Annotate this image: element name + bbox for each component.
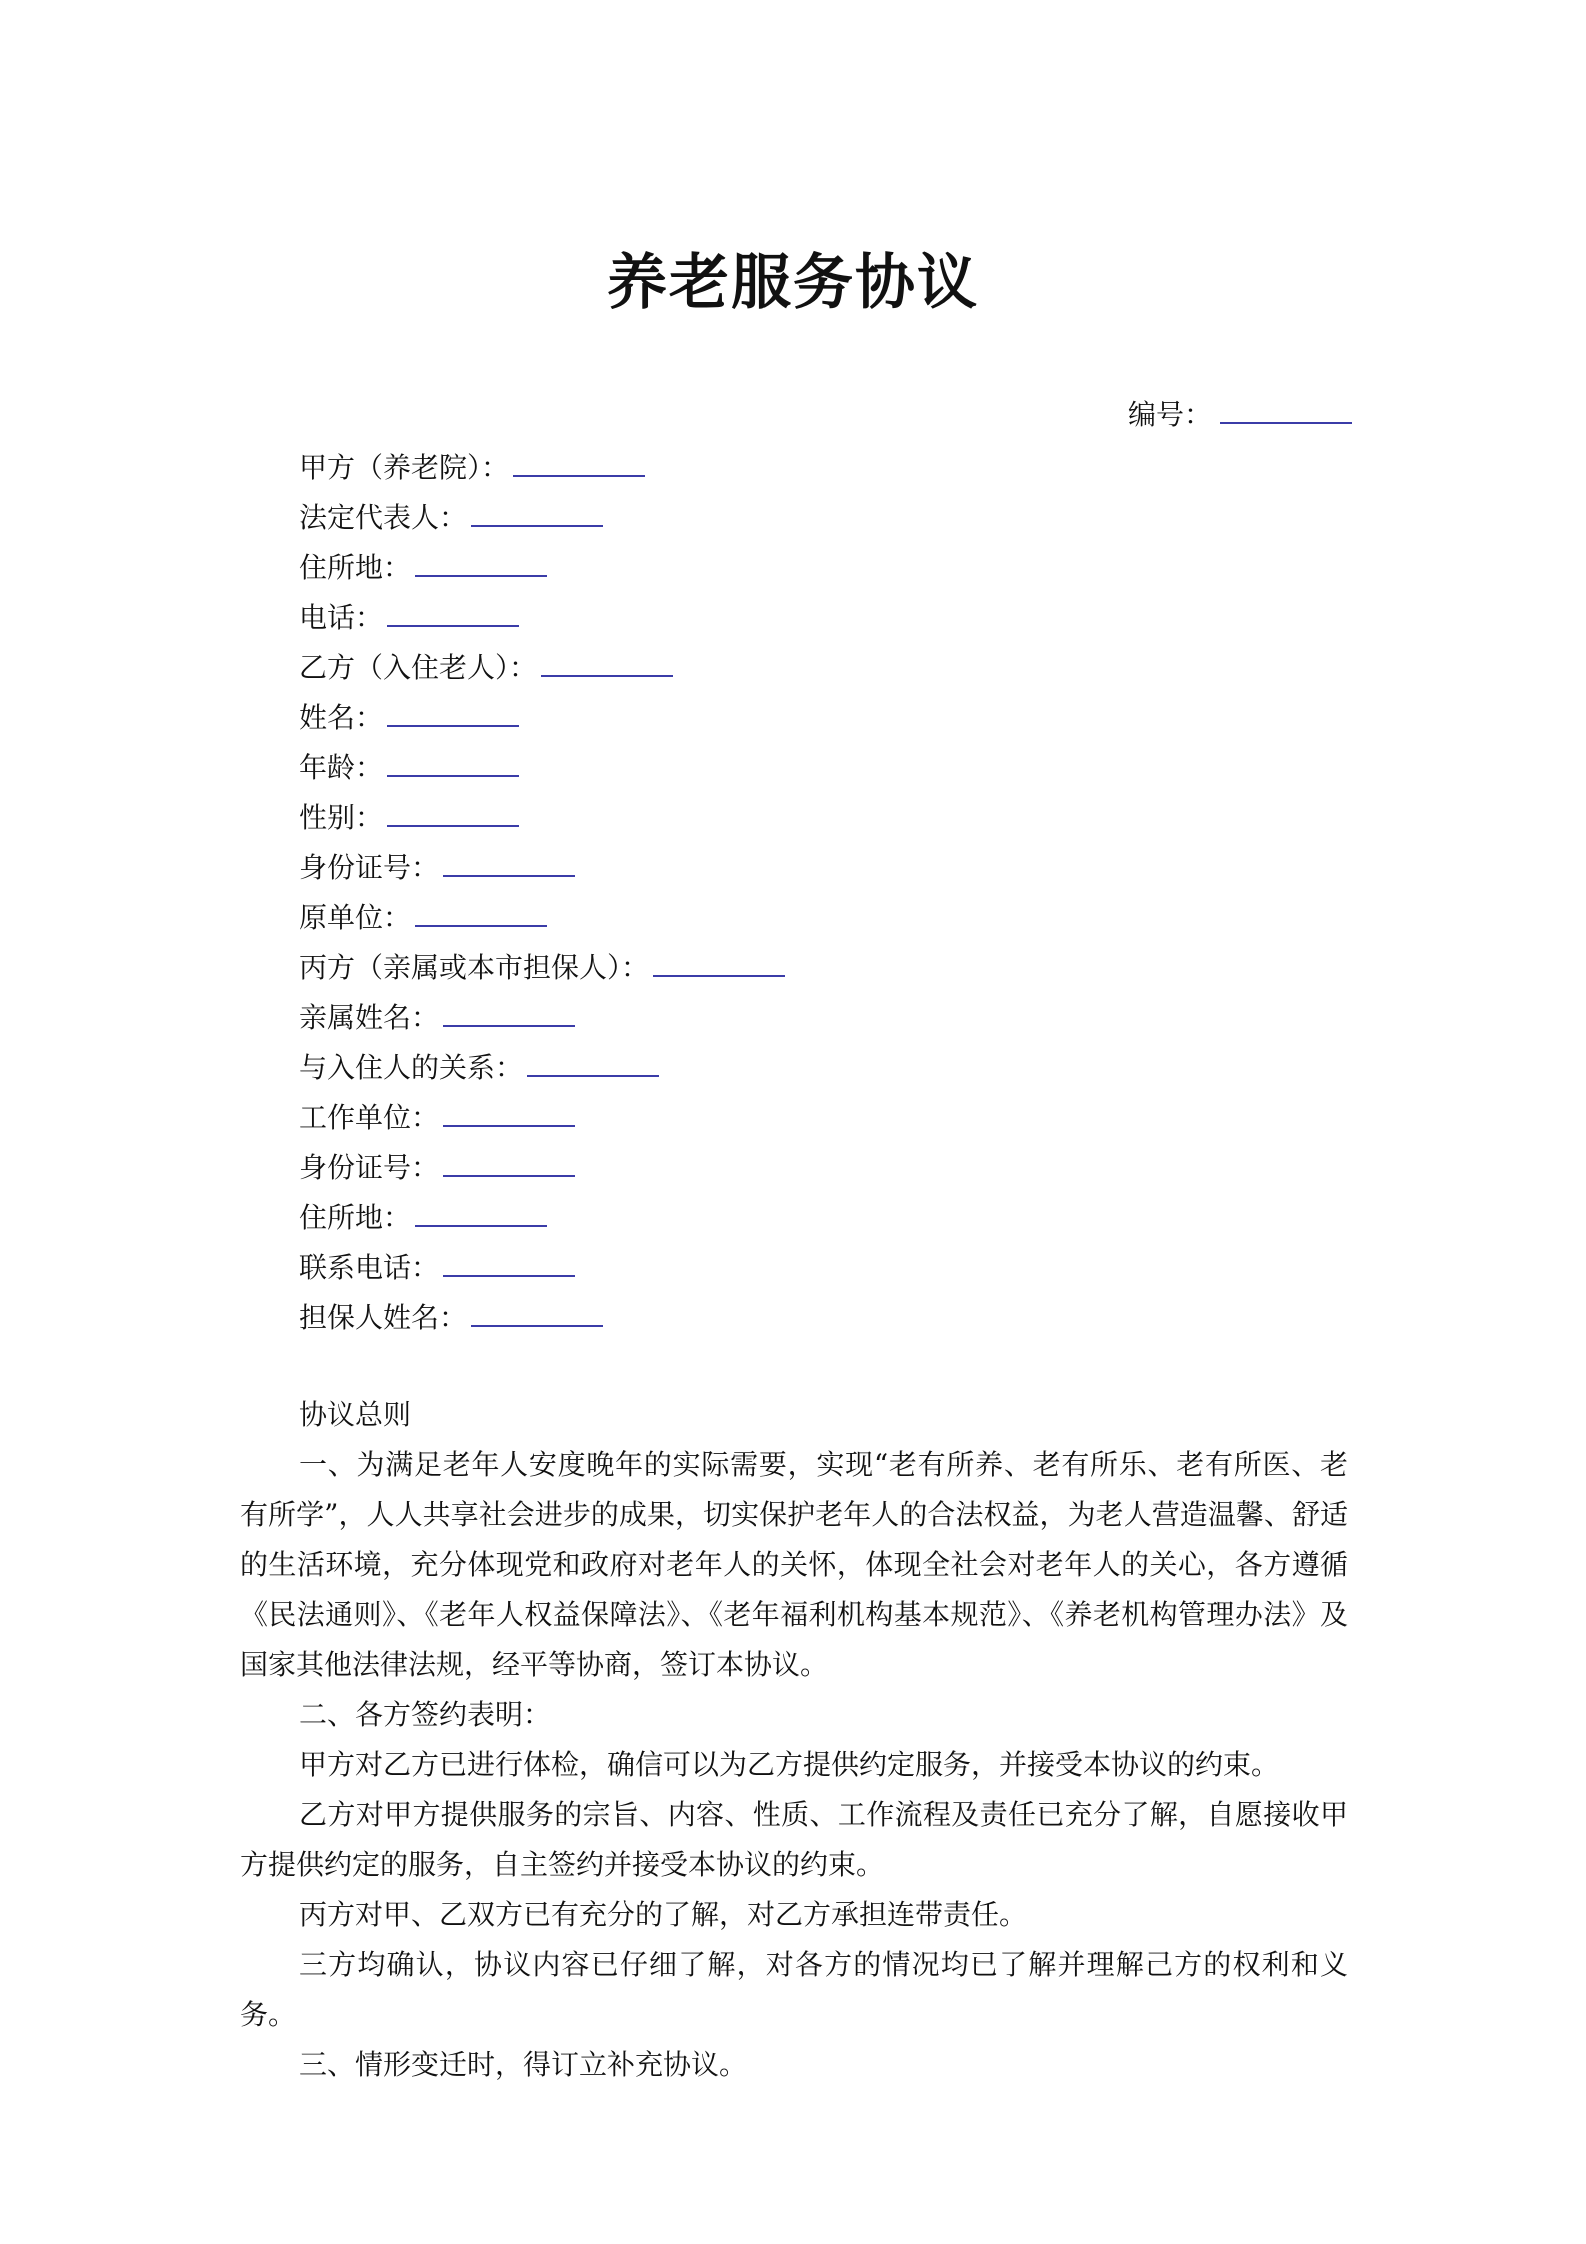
serial-blank[interactable] [1220,392,1352,424]
field-phone-a [299,593,1349,643]
field-blank[interactable] [471,495,603,527]
field-label: 丙方（亲属或本市担保人）： [299,951,650,984]
field-blank[interactable] [415,895,547,927]
field-party-a [299,443,1349,493]
field-label: 与入住人的关系： [299,1051,524,1084]
paragraph-7: 三、情形变迁时，得订立补充协议。 [299,2048,748,2081]
field-blank[interactable] [471,1295,603,1327]
field-label: 年龄： [299,751,384,784]
field-label: 乙方（入住老人）： [299,651,538,684]
paragraph-1: 一、为满足老年人安度晚年的实际需要，实现“老有所养、老有所乐、老有所医、老有所学”，人人共享社会进步的成果，切实保护老年人的合法权益，为老人营造温馨、舒适的生活环境，充分体现党和政府对老年人的关怀，体现全社会对老年人的关心，各方遵循《民法通则》、《老年人权益保障法》、《老年福利机构基本规范》、《养老机构管理办法》及国家其他法律法规，经平等协商，签订本协议。 [240,1448,1348,1681]
party-fields [299,443,1349,1343]
field-workplace [299,1093,1349,1143]
field-blank[interactable] [387,695,519,727]
field-blank[interactable] [513,445,645,477]
field-relative-name [299,993,1349,1043]
field-blank[interactable] [443,1095,575,1127]
field-guarantor-name [299,1293,1349,1343]
field-id-number-b [299,843,1349,893]
field-label: 担保人姓名： [299,1301,468,1334]
field-blank[interactable] [527,1045,659,1077]
field-gender [299,793,1349,843]
field-label: 甲方（养老院）： [299,451,510,484]
field-blank[interactable] [653,945,785,977]
field-label: 电话： [299,601,384,634]
field-label: 亲属姓名： [299,1001,440,1034]
field-blank[interactable] [387,745,519,777]
paragraph-4: 乙方对甲方提供服务的宗旨、内容、性质、工作流程及责任已充分了解，自愿接收甲方提供约定的服务，自主签约并接受本协议的约束。 [240,1798,1348,1881]
field-name [299,693,1349,743]
field-label: 性别： [299,801,384,834]
field-blank[interactable] [443,845,575,877]
paragraph-2: 二、各方签约表明： [299,1698,552,1731]
field-blank[interactable] [387,595,519,627]
field-blank[interactable] [415,545,547,577]
field-blank[interactable] [387,795,519,827]
field-address-c [299,1193,1349,1243]
field-former-employer [299,893,1349,943]
field-address-a [299,543,1349,593]
field-age [299,743,1349,793]
field-blank[interactable] [443,995,575,1027]
field-label: 身份证号： [299,851,440,884]
field-party-b [299,643,1349,693]
field-blank[interactable] [443,1145,575,1177]
serial-label: 编号： [1127,398,1212,431]
field-relationship [299,1043,1349,1093]
field-label: 法定代表人： [299,501,468,534]
paragraph-6: 三方均确认，协议内容已仔细了解，对各方的情况均已了解并理解己方的权利和义务。 [240,1948,1348,2031]
field-blank[interactable] [443,1245,575,1277]
paragraph-3: 甲方对乙方已进行体检，确信可以为乙方提供约定服务，并接受本协议的约束。 [299,1748,1280,1781]
paragraph-5: 丙方对甲、乙双方已有充分的了解，对乙方承担连带责任。 [299,1898,1028,1931]
serial-number [1128,392,1352,435]
field-party-c [299,943,1349,993]
field-label: 联系电话： [299,1251,440,1284]
field-label: 姓名： [299,701,384,734]
field-label: 原单位： [299,901,412,934]
field-blank[interactable] [541,645,673,677]
field-legal-rep [299,493,1349,543]
field-blank[interactable] [415,1195,547,1227]
field-label: 身份证号： [299,1151,440,1184]
section-heading: 协议总则 [299,1398,412,1431]
document-title: 养老服务协议 [607,248,979,318]
field-id-number-c [299,1143,1349,1193]
field-contact-phone [299,1243,1349,1293]
agreement-body [240,1390,1348,2090]
field-label: 工作单位： [299,1101,440,1134]
field-label: 住所地： [299,551,412,584]
field-label: 住所地： [299,1201,412,1234]
